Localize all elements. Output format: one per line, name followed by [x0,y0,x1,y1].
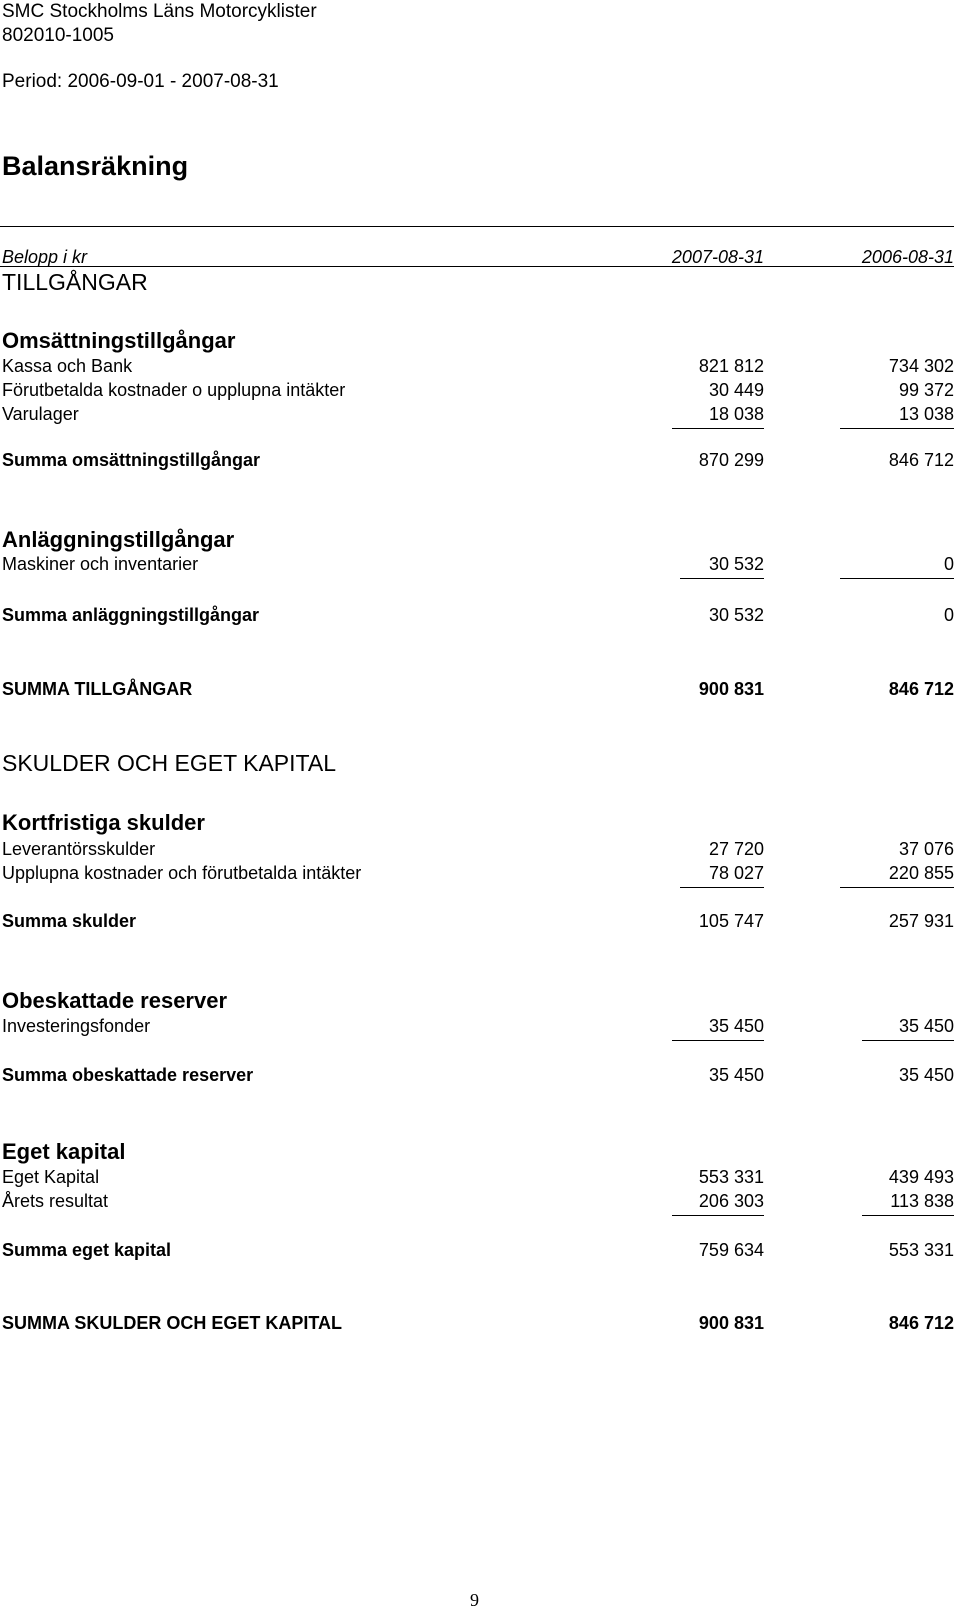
row-value-current: 821 812 [698,356,764,376]
row-value-previous: 439 493 [888,1167,954,1187]
subtotal-value-current: 105 747 [698,911,764,931]
subtotal-label: Summa skulder [2,911,137,931]
liabilities-total-previous: 846 712 [888,1313,954,1333]
row-value-current: 206 303 [698,1191,764,1211]
column-header-label: Belopp i kr [2,247,88,267]
row-value-current: 30 532 [708,554,764,574]
column-header-underline [0,266,954,267]
subtotal-rule [840,578,954,579]
org-name: SMC Stockholms Läns Motorcyklister [2,1,317,22]
assets-total-label: SUMMA TILLGÅNGAR [2,679,193,699]
row-label: Leverantörsskulder [2,839,156,859]
row-value-previous: 37 076 [898,839,954,859]
subtotal-rule [840,428,954,429]
subtotal-value-current: 759 634 [698,1240,764,1260]
row-value-current: 78 027 [708,863,764,883]
row-label: Förutbetalda kostnader o upplupna intäkter [2,380,346,400]
subtotal-rule [680,578,764,579]
column-header-previous: 2006-08-31 [861,247,954,267]
row-value-current: 30 449 [708,380,764,400]
subtotal-value-previous: 553 331 [888,1240,954,1260]
subtotal-label: Summa obeskattade reserver [2,1065,254,1085]
liabilities-heading: SKULDER OCH EGET KAPITAL [2,750,337,776]
row-value-current: 35 450 [708,1016,764,1036]
row-value-previous: 0 [943,554,954,574]
assets-total-previous: 846 712 [888,679,954,699]
subtotal-rule [672,428,764,429]
subtotal-rule [680,887,764,888]
row-value-previous: 35 450 [898,1016,954,1036]
subtotal-label: Summa anläggningstillgångar [2,605,260,625]
subtotal-value-previous: 257 931 [888,911,954,931]
page-number: 9 [470,1590,479,1610]
subtotal-value-previous: 0 [943,605,954,625]
row-value-current: 553 331 [698,1167,764,1187]
liabilities-total-label: SUMMA SKULDER OCH EGET KAPITAL [2,1313,342,1333]
period: Period: 2006-09-01 - 2007-08-31 [2,71,279,92]
untaxed-reserves-heading: Obeskattade reserver [2,988,228,1013]
row-value-previous: 99 372 [898,380,954,400]
subtotal-rule [862,1215,954,1216]
page-title: Balansräkning [2,151,189,181]
row-value-current: 18 038 [708,404,764,424]
row-value-previous: 13 038 [898,404,954,424]
row-label: Maskiner och inventarier [2,554,199,574]
subtotal-value-previous: 35 450 [898,1065,954,1085]
fixed-assets-heading: Anläggningstillgångar [2,527,235,552]
row-label: Kassa och Bank [2,356,133,376]
subtotal-rule [862,1040,954,1041]
subtotal-rule [840,887,954,888]
row-value-previous: 734 302 [888,356,954,376]
subtotal-rule [672,1215,764,1216]
short-term-heading: Kortfristiga skulder [2,810,205,835]
subtotal-value-current: 870 299 [698,450,764,470]
subtotal-rule [672,1040,764,1041]
subtotal-value-previous: 846 712 [888,450,954,470]
row-label: Varulager [2,404,79,424]
current-assets-heading: Omsättningstillgångar [2,328,236,353]
assets-heading: TILLGÅNGAR [2,269,148,295]
org-number: 802010-1005 [2,25,114,46]
equity-heading: Eget kapital [2,1139,126,1164]
subtotal-value-current: 30 532 [708,605,764,625]
row-label: Upplupna kostnader och förutbetalda intäkter [2,863,362,883]
assets-total-current: 900 831 [698,679,764,699]
liabilities-total-current: 900 831 [698,1313,764,1333]
row-value-current: 27 720 [708,839,764,859]
row-value-previous: 113 838 [890,1191,954,1211]
subtotal-label: Summa omsättningstillgångar [2,450,261,470]
row-label: Årets resultat [2,1191,109,1211]
row-value-previous: 220 855 [888,863,954,883]
subtotal-value-current: 35 450 [708,1065,764,1085]
column-header-current: 2007-08-31 [671,247,764,267]
row-label: Investeringsfonder [2,1016,151,1036]
subtotal-label: Summa eget kapital [2,1240,172,1260]
row-label: Eget Kapital [2,1167,100,1187]
title-divider [0,226,954,227]
